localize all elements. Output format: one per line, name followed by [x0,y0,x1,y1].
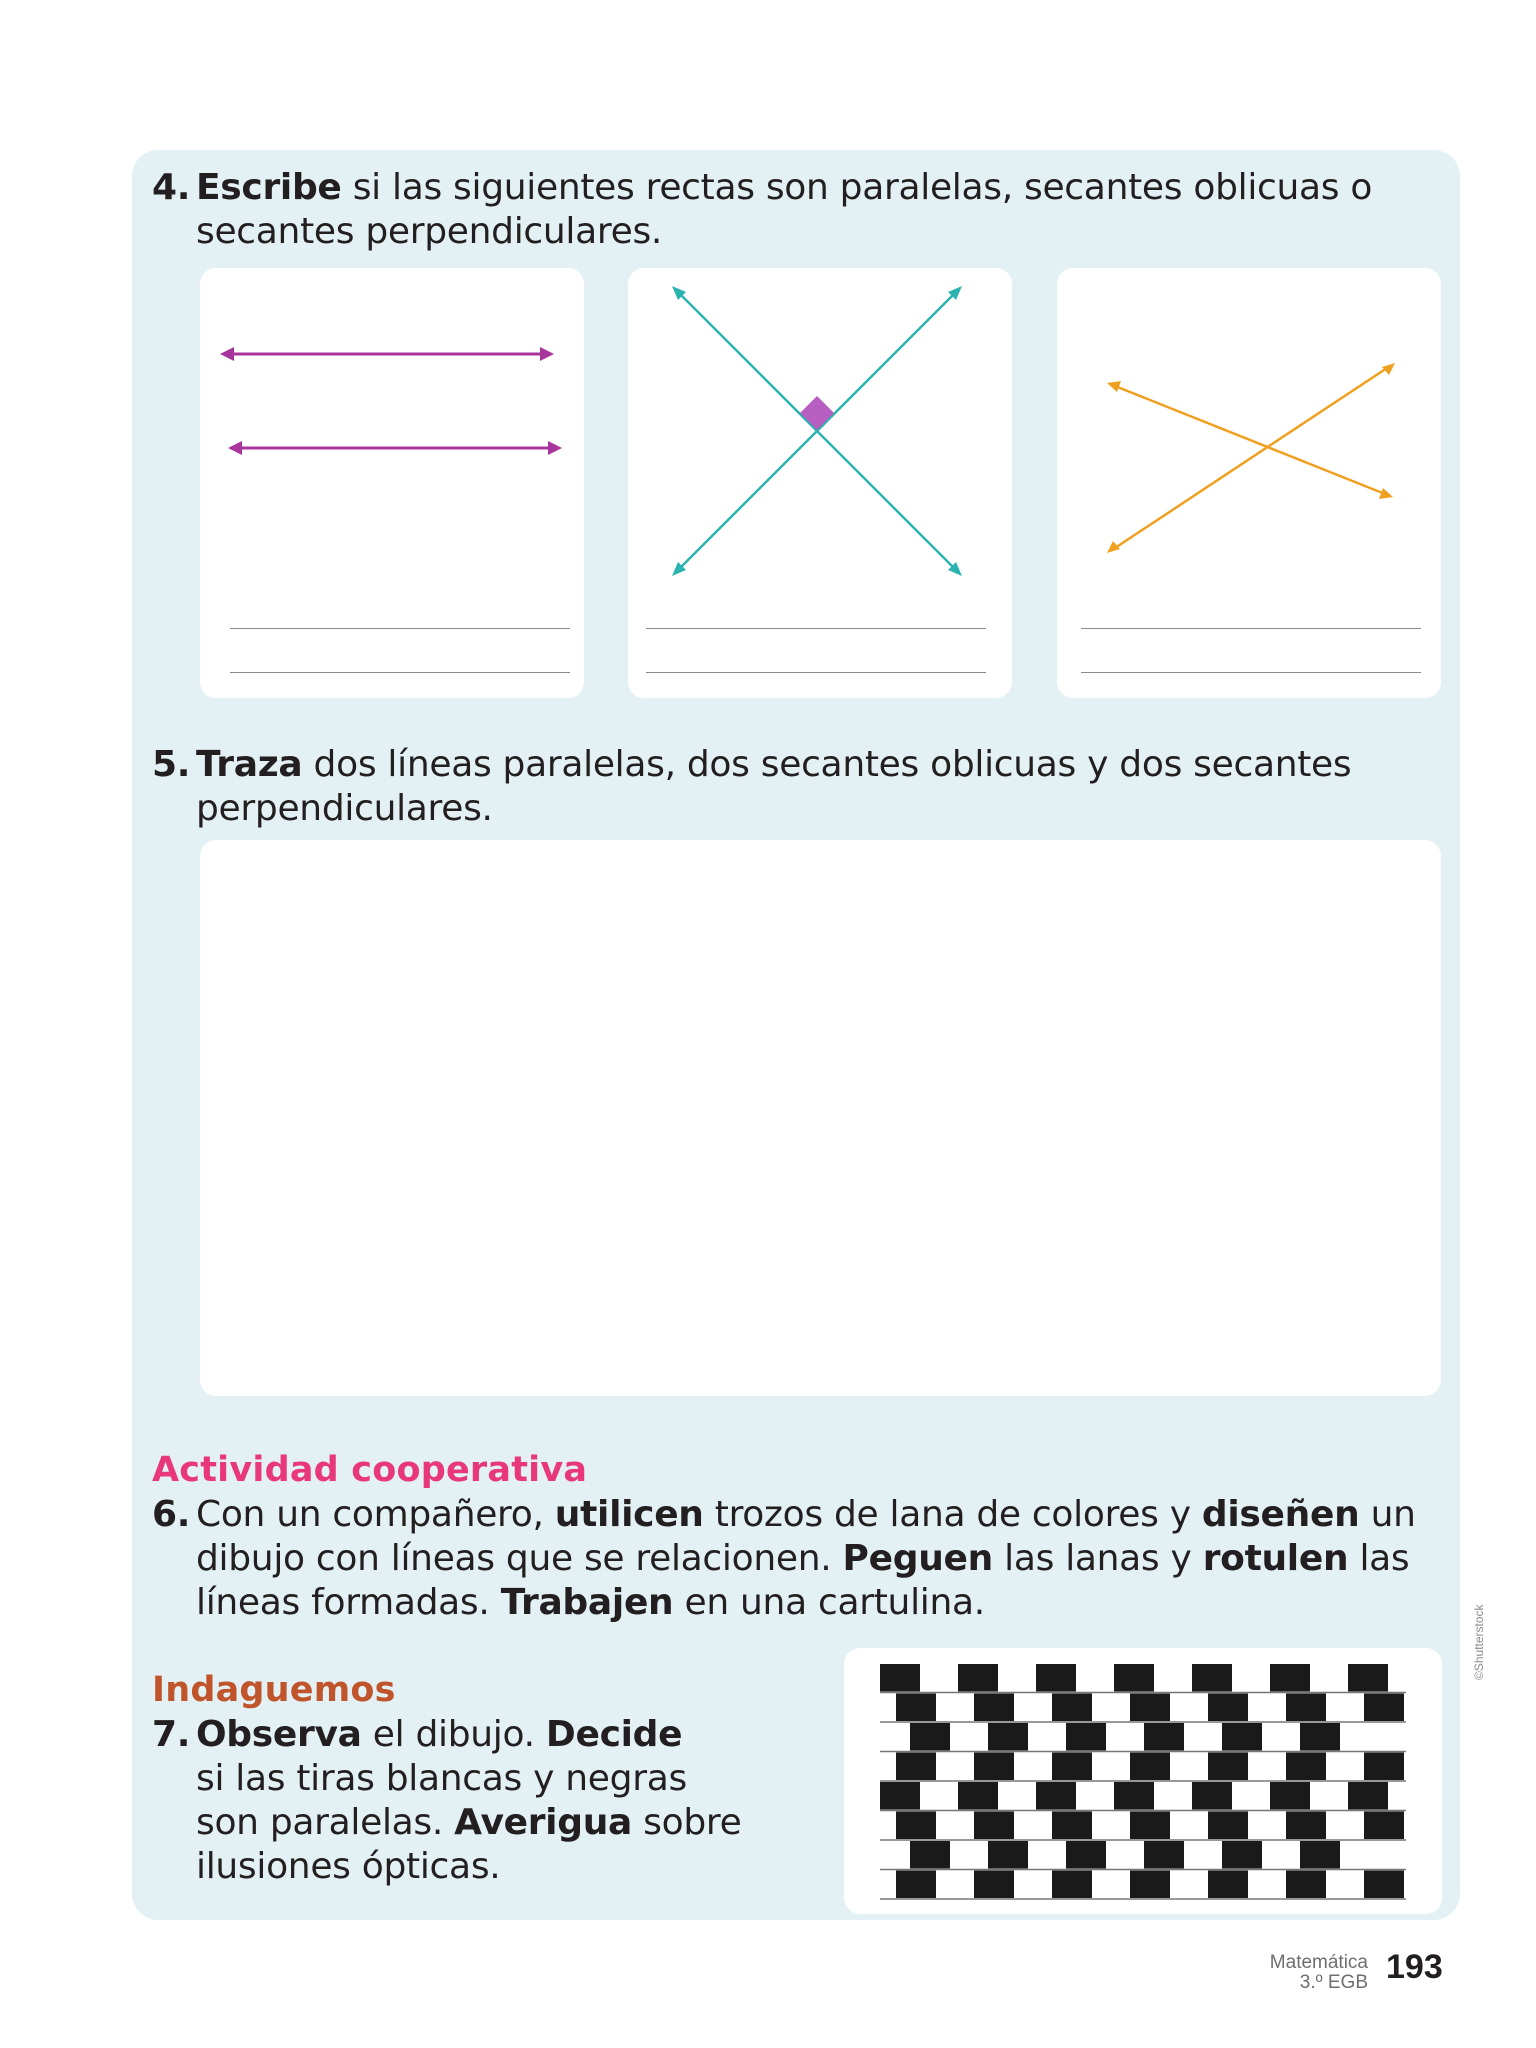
illusion-tile [1300,1723,1340,1751]
arrowhead [1107,381,1121,392]
illusion-tile [1052,1694,1092,1722]
cafe-wall-illusion-image [844,1648,1442,1914]
illusion-tile [1348,1782,1388,1810]
illusion-tile [1144,1841,1184,1869]
illusion-tile [1114,1782,1154,1810]
question-number: 4. [152,167,191,208]
question-5: 5. Traza dos líneas paralelas, dos secantes oblicuas y dos secantes perpendiculares. [152,744,1352,829]
illusion-tile [1286,1694,1326,1722]
illusion-tile [1066,1841,1106,1869]
question-number: 7. [152,1714,191,1755]
illusion-tile [1270,1664,1310,1692]
illusion-tile [1066,1723,1106,1751]
arrowhead [540,347,554,361]
answer-line[interactable] [1081,628,1421,629]
answer-line[interactable] [646,628,986,629]
right-angle-mark [800,396,834,430]
illusion-tile [1364,1694,1404,1722]
illusion-tile [1192,1664,1232,1692]
illusion-tile [1130,1812,1170,1840]
illusion-tile [988,1841,1028,1869]
illusion-tile [974,1812,1014,1840]
cooperative-heading: Actividad cooperativa [152,1450,588,1490]
illusion-tile [974,1871,1014,1899]
illusion-tile [1222,1723,1262,1751]
answer-line[interactable] [646,672,986,673]
illusion-tile [1364,1812,1404,1840]
illusion-tile [974,1753,1014,1781]
illusion-tile [1052,1812,1092,1840]
illusion-tile [880,1664,920,1692]
illusion-tile [910,1841,950,1869]
illusion-tile [1270,1782,1310,1810]
illusion-tile [1052,1753,1092,1781]
line-a [1115,386,1385,494]
answer-line[interactable] [230,672,570,673]
illusion-tile [896,1694,936,1722]
drawing-area[interactable] [200,840,1441,1396]
illusion-tile [896,1753,936,1781]
illusion-tile [1286,1753,1326,1781]
illusion-tile [1348,1664,1388,1692]
illusion-tile [1208,1812,1248,1840]
illusion-tile [1036,1664,1076,1692]
question-number: 6. [152,1494,191,1535]
illusion-tile [1144,1723,1184,1751]
answer-line[interactable] [1081,672,1421,673]
illusion-tile [1222,1841,1262,1869]
illusion-tile [1130,1871,1170,1899]
arrowhead [220,347,234,361]
illusion-tile [910,1723,950,1751]
page-number: 193 [1386,1948,1443,1986]
instruction-verb: Traza [196,744,303,785]
illusion-tile [974,1694,1014,1722]
illusion-tile [1052,1871,1092,1899]
illusion-tile [1286,1812,1326,1840]
question-7: 7. Observa el dibujo. Decide si las tiras blancas y negras son paralelas. Averigua sobre ilusiones ópticas. [152,1714,742,1887]
arrowhead [548,441,562,455]
illusion-tile [988,1723,1028,1751]
parallel-lines-figure [200,268,584,698]
image-credit: ©Shutterstock [1472,1604,1486,1680]
arrowhead [1382,363,1395,375]
instruction-verb: Escribe [196,167,342,208]
question-6: 6. Con un compañero, utilicen trozos de lana de colores y diseñen un dibujo con líneas que se relacionen. Peguen las lanas y rotulen las líneas formadas. Trabajen en una cartulina. [152,1494,1416,1623]
illusion-tile [1208,1871,1248,1899]
illusion-tile [1364,1871,1404,1899]
illusion-tile [1286,1871,1326,1899]
footer-subject: Matemática 3.º EGB [1269,1952,1368,1993]
illusion-tile [1130,1694,1170,1722]
illusion-tile [880,1782,920,1810]
illusion-tile [1130,1753,1170,1781]
arrowhead [1379,488,1393,499]
question-4: 4. Escribe si las siguientes rectas son paralelas, secantes oblicuas o secantes perpendiculares. [152,167,1373,252]
illusion-tile [1208,1694,1248,1722]
illusion-tile [958,1664,998,1692]
illusion-tile [1364,1753,1404,1781]
illusion-tile [1036,1782,1076,1810]
illusion-tile [1208,1753,1248,1781]
illusion-tile [1300,1841,1340,1869]
line-b [1115,368,1387,548]
arrowhead [228,441,242,455]
answer-line[interactable] [230,628,570,629]
figure-card-oblique [1057,268,1441,698]
oblique-lines-figure [1057,268,1441,698]
arrowhead [1107,541,1120,553]
illusion-tile [896,1871,936,1899]
illusion-tile [896,1812,936,1840]
optical-illusion-card [844,1648,1442,1914]
figure-card-parallel [200,268,584,698]
figure-card-perpendicular [628,268,1012,698]
illusion-tile [958,1782,998,1810]
illusion-tile [1114,1664,1154,1692]
illusion-tile [1192,1782,1232,1810]
perpendicular-lines-figure [628,268,1012,698]
question-number: 5. [152,744,191,785]
indaguemos-heading: Indaguemos [152,1670,396,1710]
